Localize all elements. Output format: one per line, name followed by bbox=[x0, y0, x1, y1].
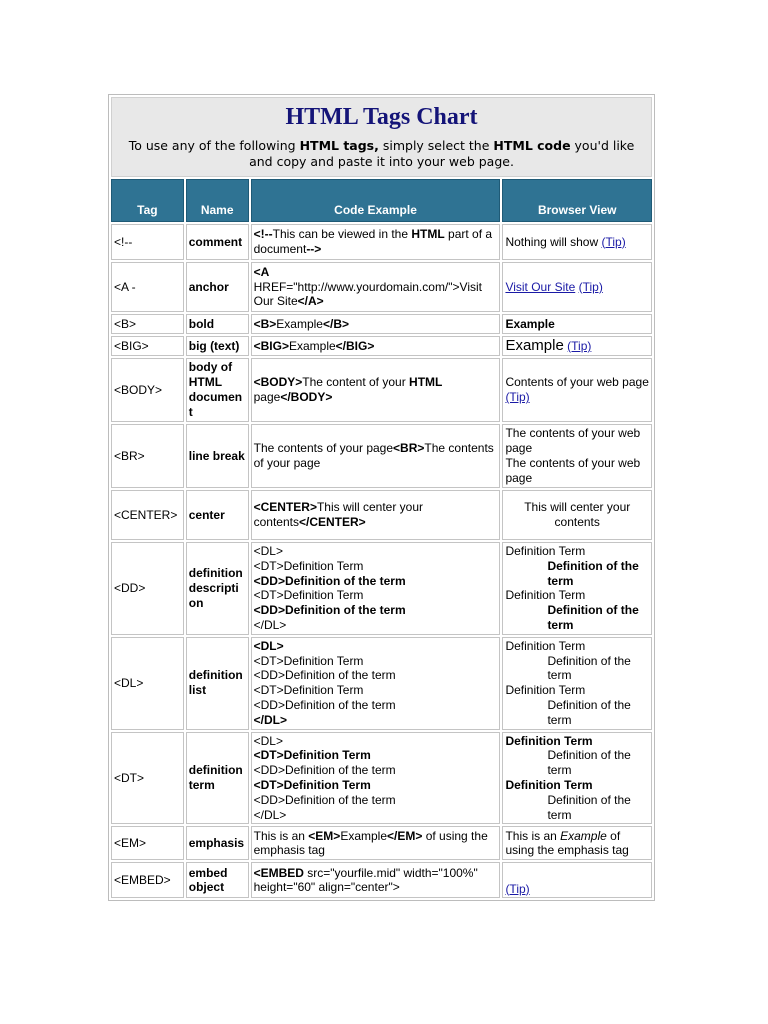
tag-cell: <A - bbox=[111, 262, 184, 312]
chart-header bbox=[111, 97, 652, 177]
view-cell: The contents of your web page The contents of your web page bbox=[502, 424, 652, 488]
name-cell: comment bbox=[186, 224, 249, 260]
code-cell: <A HREF="http://www.yourdomain.com/">Visit Our Site</A> bbox=[251, 262, 501, 312]
code-cell: <DL> <DT>Definition Term <DD>Definition of the term <DT>Definition Term <DD>Definition of the term </DL> bbox=[251, 542, 501, 635]
tip-link[interactable]: (Tip) bbox=[505, 390, 530, 404]
name-cell: definition list bbox=[186, 637, 249, 730]
name-cell: line break bbox=[186, 424, 249, 488]
view-cell: Definition Term Definition of the term Definition Term Definition of the term bbox=[502, 637, 652, 730]
name-cell: definition term bbox=[186, 732, 249, 825]
name-cell: body of HTML documen t bbox=[186, 358, 249, 422]
tag-cell: <DD> bbox=[111, 542, 184, 635]
view-cell: Example bbox=[502, 314, 652, 334]
table-row bbox=[111, 358, 652, 422]
view-cell: Definition Term Definition of the term Definition Term Definition of the term bbox=[502, 732, 652, 825]
code-cell: <CENTER>This will center your contents</CENTER> bbox=[251, 490, 501, 540]
tag-cell: <EM> bbox=[111, 826, 184, 860]
tip-link[interactable]: (Tip) bbox=[505, 881, 530, 896]
tag-cell: <DT> bbox=[111, 732, 184, 825]
header-browser-view: Browser View bbox=[502, 179, 652, 222]
view-cell bbox=[502, 262, 652, 312]
table-row bbox=[111, 826, 652, 860]
name-cell: emphasis bbox=[186, 826, 249, 860]
tag-cell: <BODY> bbox=[111, 358, 184, 422]
table-header-row bbox=[111, 179, 652, 222]
header-tag: Tag bbox=[111, 179, 184, 222]
table-row bbox=[111, 424, 652, 488]
view-cell: Contents of your web page (Tip) bbox=[502, 358, 652, 422]
code-cell: <!--This can be viewed in the HTML part of a document--> bbox=[251, 224, 501, 260]
table-row bbox=[111, 314, 652, 334]
tags-table bbox=[109, 177, 654, 900]
table-row bbox=[111, 224, 652, 260]
name-cell: center bbox=[186, 490, 249, 540]
tag-cell: <BIG> bbox=[111, 336, 184, 356]
code-cell: This is an <EM>Example</EM> of using the emphasis tag bbox=[251, 826, 501, 860]
view-cell: Example (Tip) bbox=[502, 336, 652, 356]
table-row bbox=[111, 490, 652, 540]
table-row bbox=[111, 862, 652, 898]
view-cell: Definition Term Definition of the term Definition Term Definition of the term bbox=[502, 542, 652, 635]
name-cell: anchor bbox=[186, 262, 249, 312]
name-cell: bold bbox=[186, 314, 249, 334]
name-cell: embed object bbox=[186, 862, 249, 898]
tag-cell: <EMBED> bbox=[111, 862, 184, 898]
tag-cell: <B> bbox=[111, 314, 184, 334]
table-row bbox=[111, 336, 652, 356]
header-code-example: Code Example bbox=[251, 179, 501, 222]
code-cell: <DL> <DT>Definition Term <DD>Definition of the term <DT>Definition Term <DD>Definition of the term </DL> bbox=[251, 732, 501, 825]
tag-cell: <CENTER> bbox=[111, 490, 184, 540]
page-title: HTML Tags Chart bbox=[285, 104, 478, 130]
tags-chart bbox=[108, 94, 655, 901]
code-cell: <DL> <DT>Definition Term <DD>Definition of the term <DT>Definition Term <DD>Definition of the term </DL> bbox=[251, 637, 501, 730]
code-cell: <BIG>Example</BIG> bbox=[251, 336, 501, 356]
tag-cell: <DL> bbox=[111, 637, 184, 730]
header-name: Name bbox=[186, 179, 249, 222]
intro-text: To use any of the following HTML tags, simply select the HTML code you'd like and copy and paste it into your web page. bbox=[128, 138, 635, 169]
tip-link[interactable]: (Tip) bbox=[601, 234, 626, 249]
table-row bbox=[111, 262, 652, 312]
tag-cell: <!-- bbox=[111, 224, 184, 260]
tag-cell: <BR> bbox=[111, 424, 184, 488]
view-cell: This is an Example of using the emphasis tag bbox=[502, 826, 652, 860]
tip-link[interactable]: (Tip) bbox=[567, 338, 592, 353]
visit-site-link[interactable]: Visit Our Site bbox=[505, 279, 576, 294]
table-row bbox=[111, 637, 652, 730]
code-cell: The contents of your page<BR>The contents of your page bbox=[251, 424, 501, 488]
view-cell: Nothing will show (Tip) bbox=[502, 224, 652, 260]
table-row bbox=[111, 732, 652, 825]
code-cell: <EMBED src="yourfile.mid" width="100%" height="60" align="center"> bbox=[251, 862, 501, 898]
tip-link[interactable]: (Tip) bbox=[578, 279, 603, 294]
table-row bbox=[111, 542, 652, 635]
code-cell: <BODY>The content of your HTML page</BODY> bbox=[251, 358, 501, 422]
view-cell: This will center your contents bbox=[502, 490, 652, 540]
code-cell: <B>Example</B> bbox=[251, 314, 501, 334]
name-cell: big (text) bbox=[186, 336, 249, 356]
name-cell: definition descripti on bbox=[186, 542, 249, 635]
view-cell bbox=[502, 862, 652, 898]
